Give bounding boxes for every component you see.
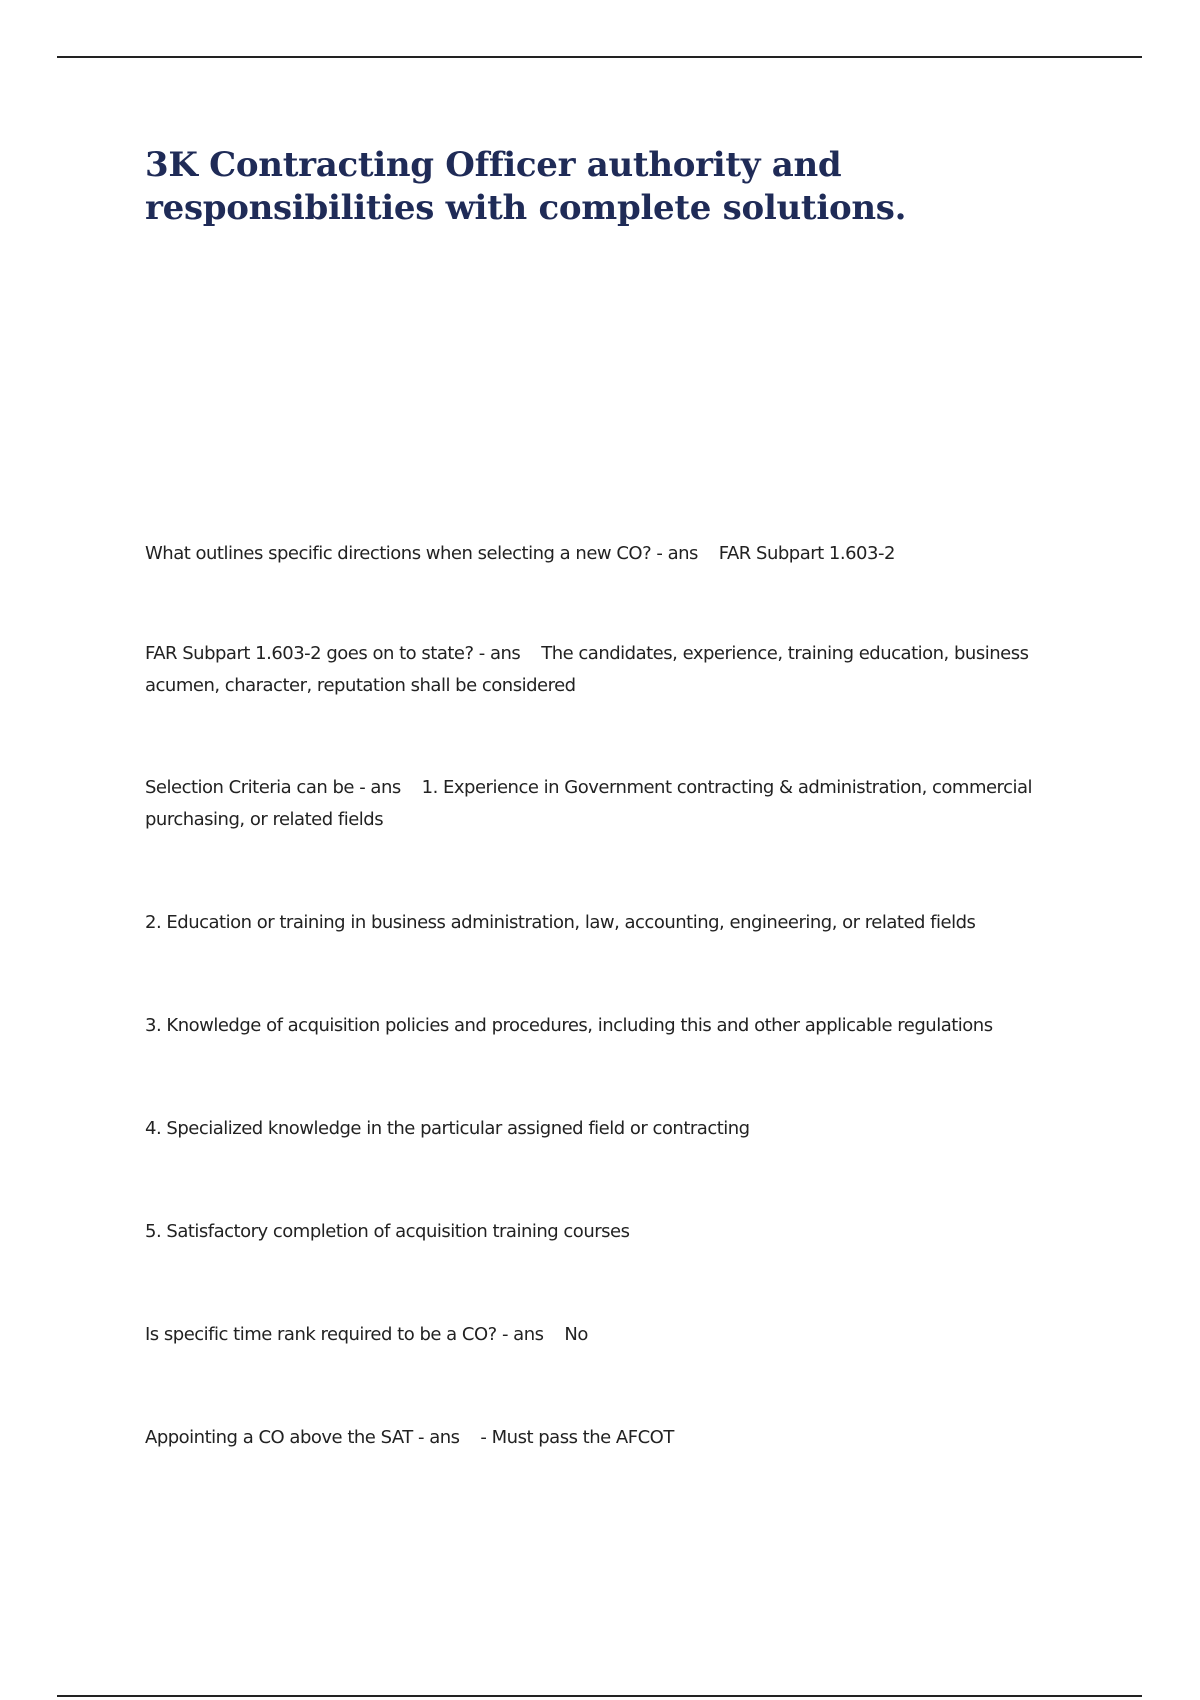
list-item: 4. Specialized knowledge in the particular assigned field or contracting (145, 1118, 750, 1139)
answer-separator: - ans (353, 777, 422, 798)
qa-entry-2 (145, 638, 1080, 702)
answer-text: - Must pass the AFCOT (480, 1427, 674, 1448)
question-text: Appointing a CO above the SAT (145, 1427, 413, 1448)
list-item: 5. Satisfactory completion of acquisition training courses (145, 1221, 630, 1242)
answer-text: 1. Experience in Government contracting & administration, commercial purchasing, or related fields (145, 777, 1032, 830)
qa-entry-3 (145, 772, 1080, 836)
question-text: Selection Criteria can be (145, 777, 354, 798)
qa-entry-4 (145, 1319, 1080, 1351)
document-title: 3K Contracting Officer authority and responsibilities with complete solutions. (145, 145, 907, 228)
qa-entry-5 (145, 1422, 1080, 1454)
bottom-rule (57, 1695, 1142, 1697)
answer-separator: - ans (496, 1324, 565, 1345)
answer-separator: - ans (651, 543, 719, 564)
top-rule (57, 56, 1142, 58)
list-item: 3. Knowledge of acquisition policies and procedures, including this and other applicable regulations (145, 1015, 993, 1036)
list-item: 2. Education or training in business administration, law, accounting, engineering, or related fields (145, 912, 976, 933)
answer-separator: - ans (473, 643, 542, 664)
question-text: Is specific time rank required to be a CO? (145, 1324, 497, 1345)
question-text: What outlines specific directions when selecting a new CO? (145, 543, 652, 564)
question-text: FAR Subpart 1.603-2 goes on to state? (145, 643, 474, 664)
qa-entry-1 (145, 538, 1080, 570)
answer-text: No (564, 1324, 588, 1345)
answer-text: FAR Subpart 1.603-2 (718, 543, 895, 564)
answer-separator: - ans (412, 1427, 481, 1448)
answer-text: The candidates, experience, training education, business acumen, character, reputation shall be considered (145, 643, 1029, 696)
